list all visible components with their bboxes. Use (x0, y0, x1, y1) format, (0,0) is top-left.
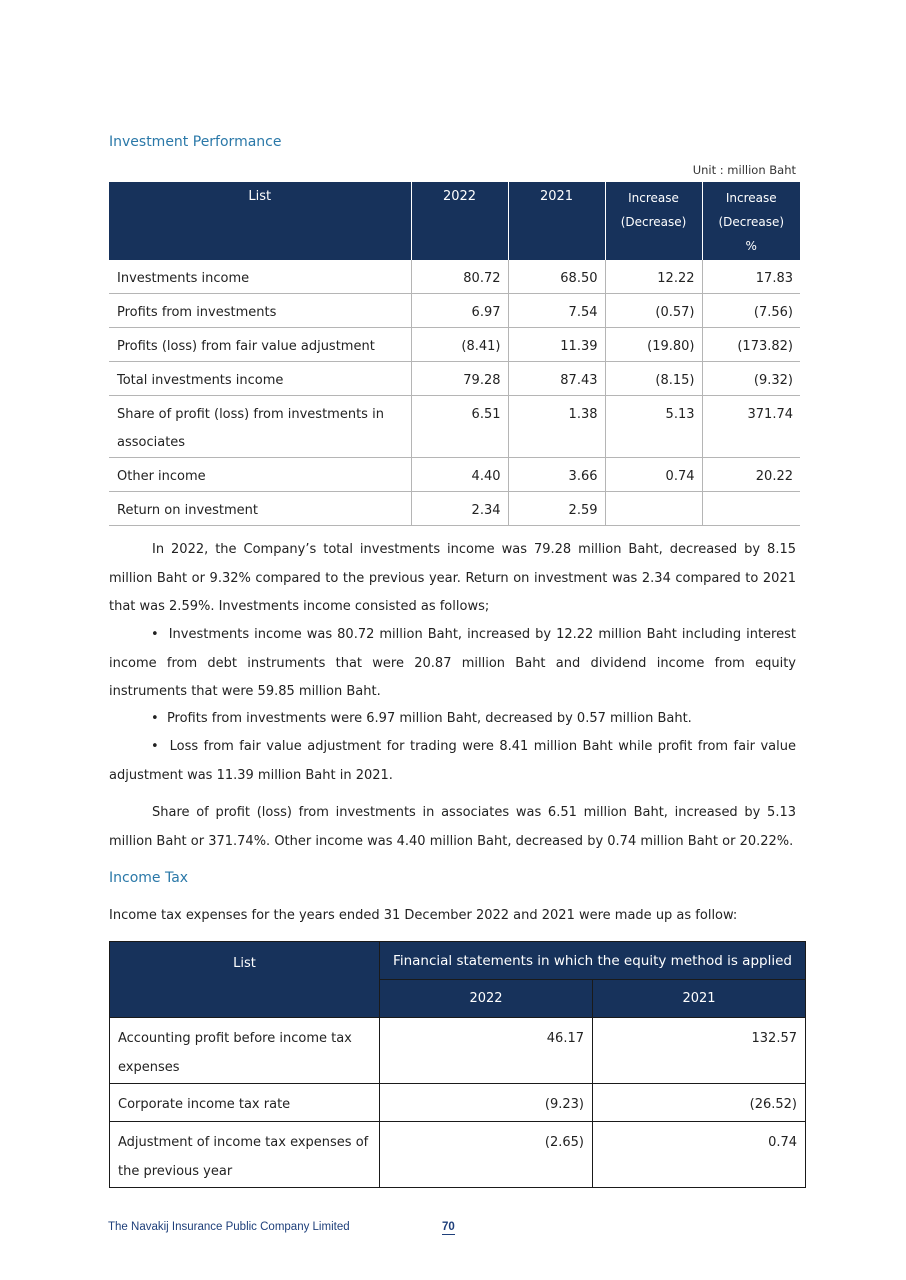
table-row (109, 492, 800, 526)
row-increase: (19.80) (605, 328, 702, 362)
bullet-icon: • (151, 739, 170, 754)
table-row (110, 1018, 806, 1084)
investment-performance-table (109, 182, 800, 526)
table-row (109, 396, 800, 458)
table-header-row (109, 182, 800, 260)
row-increase: (8.15) (605, 362, 702, 396)
row-2022: 6.97 (411, 294, 508, 328)
row-percent: (173.82) (702, 328, 800, 362)
bullet-text: Profits from investments were 6.97 million Baht, decreased by 0.57 million Baht. (166, 711, 692, 726)
bullet-fair-value (109, 733, 796, 790)
income-tax-table (109, 941, 806, 1188)
row-increase: (0.57) (605, 294, 702, 328)
row-increase: 12.22 (605, 260, 702, 294)
row-percent (702, 492, 800, 526)
row-2022: 79.28 (411, 362, 508, 396)
row-2022: 4.40 (411, 458, 508, 492)
row-2021: 0.74 (593, 1122, 806, 1188)
header-pct-line1: Increase (725, 191, 777, 205)
section-title-income-tax: Income Tax (109, 870, 189, 886)
row-percent: (9.32) (702, 362, 800, 396)
row-2021: 3.66 (508, 458, 605, 492)
header-list: List (109, 182, 411, 260)
table-row (110, 1122, 806, 1188)
table-row (109, 328, 800, 362)
row-2021: 2.59 (508, 492, 605, 526)
bullet-profits-investments (109, 705, 796, 734)
table-row (109, 294, 800, 328)
row-2022: 80.72 (411, 260, 508, 294)
header-pct-line3: % (745, 239, 757, 253)
row-label: Return on investment (109, 492, 411, 526)
table-row (109, 260, 800, 294)
header-pct-line2: (Decrease) (718, 215, 785, 229)
row-2022: 2.34 (411, 492, 508, 526)
row-2021: 68.50 (508, 260, 605, 294)
table-row (109, 362, 800, 396)
row-percent: 371.74 (702, 396, 800, 458)
table-header-row (110, 942, 806, 980)
row-label: Investments income (109, 260, 411, 294)
row-increase (605, 492, 702, 526)
paragraph-associates: Share of profit (loss) from investments in associates was 6.51 million Baht, increased by 5.13 million Baht or 371.74%. Other income was 4.40 million Baht, decreased by 0.74 million Baht or 20.22%. (109, 805, 796, 849)
row-2021: 87.43 (508, 362, 605, 396)
page-number: 70 (442, 1221, 455, 1233)
header-2022: 2022 (411, 182, 508, 260)
header-equity-method: Financial statements in which the equity method is applied (380, 942, 806, 980)
row-label: Corporate income tax rate (110, 1084, 380, 1122)
footer-company-name: The Navakij Insurance Public Company Limited (108, 1221, 350, 1233)
row-2021: 11.39 (508, 328, 605, 362)
unit-label: Unit : million Baht (692, 163, 796, 177)
row-2022: 46.17 (380, 1018, 593, 1084)
bullet-icon: • (151, 627, 169, 642)
row-2021: 132.57 (593, 1018, 806, 1084)
section-title-investment-performance: Investment Performance (109, 134, 282, 150)
row-label: Profits from investments (109, 294, 411, 328)
row-2022: (8.41) (411, 328, 508, 362)
row-2022: 6.51 (411, 396, 508, 458)
row-percent: (7.56) (702, 294, 800, 328)
bullet-investments-income (109, 621, 796, 707)
header-increase-decrease-percent (702, 182, 800, 260)
row-label: Profits (loss) from fair value adjustment (109, 328, 411, 362)
row-label: Total investments income (109, 362, 411, 396)
row-label: Other income (109, 458, 411, 492)
header-list: List (110, 942, 380, 1018)
bullet-text: Investments income was 80.72 million Baht, increased by 12.22 million Baht including interest income from debt instruments that were 20.87 million Baht and dividend income from equity instruments that were 59.85 million Baht. (109, 627, 796, 699)
header-2022: 2022 (380, 980, 593, 1018)
bullet-text: Loss from fair value adjustment for trading were 8.41 million Baht while profit from fair value adjustment was 11.39 million Baht in 2021. (109, 739, 796, 783)
header-inc-line1: Increase (628, 191, 679, 205)
row-2022: (9.23) (380, 1084, 593, 1122)
row-percent: 20.22 (702, 458, 800, 492)
row-increase: 5.13 (605, 396, 702, 458)
row-increase: 0.74 (605, 458, 702, 492)
paragraph-summary: In 2022, the Company’s total investments income was 79.28 million Baht, decreased by 8.15 million Baht or 9.32% compared to the previous year. Return on investment was 2.34 compared to 2021 that was 2.59%. Investments income consisted as follows; (109, 542, 796, 614)
row-label: Accounting profit before income tax expenses (110, 1018, 380, 1084)
row-2021: (26.52) (593, 1084, 806, 1122)
row-2022: (2.65) (380, 1122, 593, 1188)
header-increase-decrease (605, 182, 702, 260)
row-label: Share of profit (loss) from investments in associates (109, 396, 411, 458)
table-row (110, 1084, 806, 1122)
income-tax-intro: Income tax expenses for the years ended 31 December 2022 and 2021 were made up as follow: (109, 908, 738, 923)
table-row (109, 458, 800, 492)
header-2021: 2021 (508, 182, 605, 260)
row-label: Adjustment of income tax expenses of the previous year (110, 1122, 380, 1188)
header-2021: 2021 (593, 980, 806, 1018)
row-percent: 17.83 (702, 260, 800, 294)
header-inc-line2: (Decrease) (620, 215, 687, 229)
row-2021: 1.38 (508, 396, 605, 458)
bullet-icon: • (151, 711, 167, 726)
row-2021: 7.54 (508, 294, 605, 328)
